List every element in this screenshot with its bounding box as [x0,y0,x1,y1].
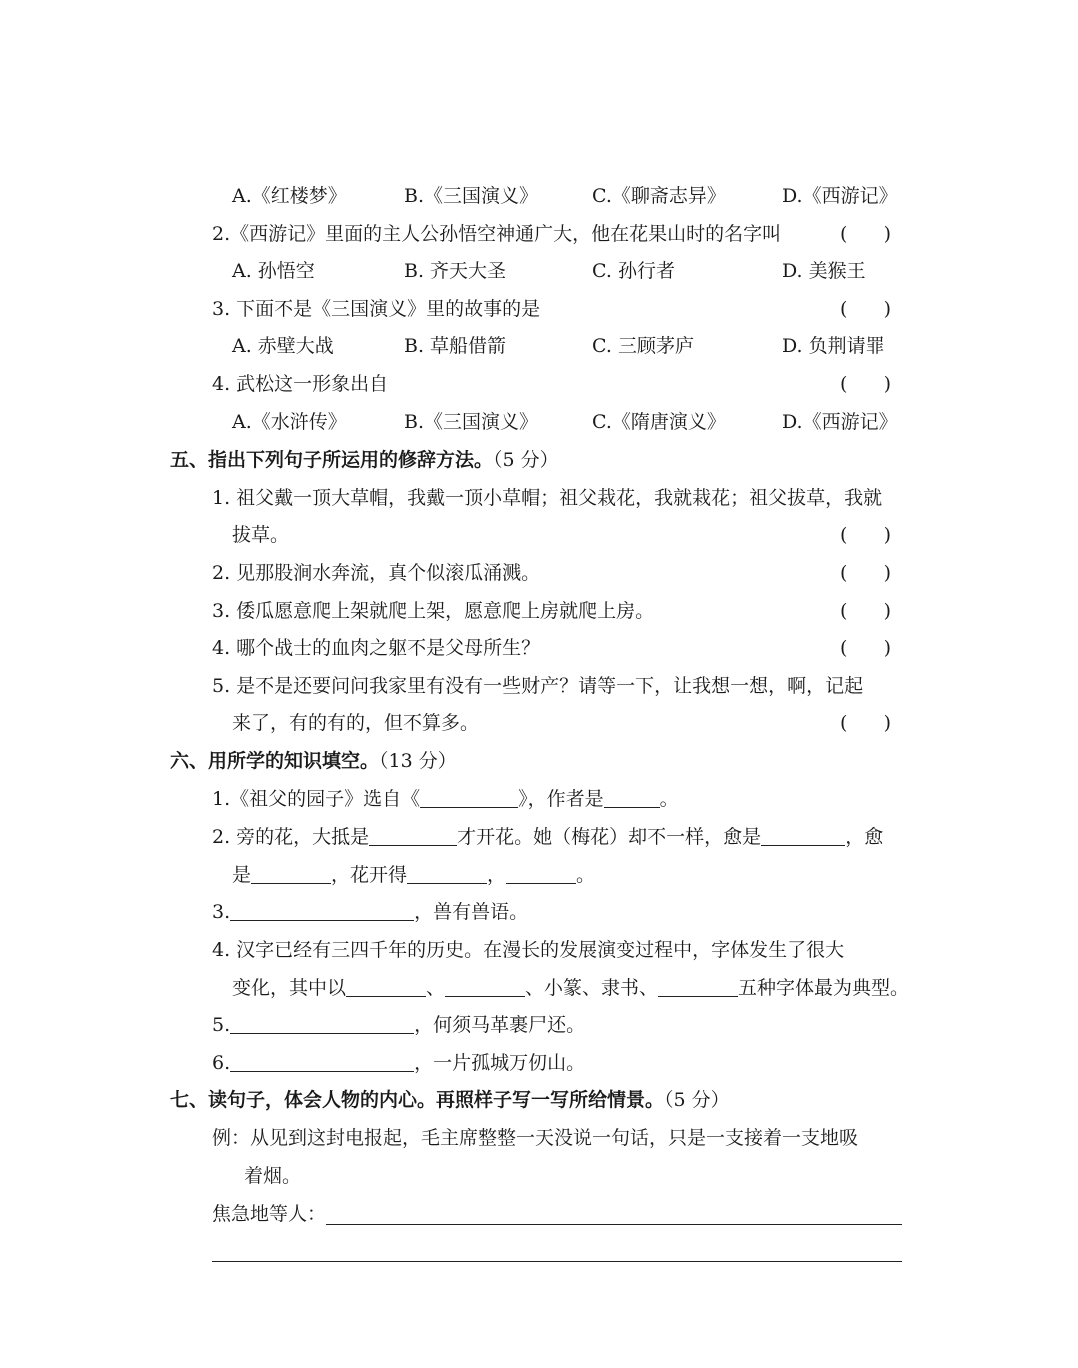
fill-blank[interactable] [230,1013,414,1034]
fill-blank[interactable] [658,976,738,997]
section-5-title: 五、指出下列句子所运用的修辞方法。（5 分） [170,449,559,471]
q4-option-a: A.《水浒传》 [232,411,347,433]
fill-blank[interactable] [346,976,426,997]
answer-paren: ( ) [840,600,892,622]
question-2: 2.《西游记》里面的主人公孙悟空神通广大，他在花果山时的名字叫 [212,223,782,245]
question-3: 3. 下面不是《三国演义》里的故事的是 [212,298,541,320]
fill-blank[interactable] [506,863,576,884]
q4-option-b: B.《三国演义》 [404,411,539,433]
q4-option-d: D.《西游记》 [782,411,898,433]
s5-item-4: 4. 哪个战士的血肉之躯不是父母所生？ [212,637,541,659]
writing-line[interactable] [326,1224,902,1225]
answer-paren: ( ) [840,712,892,734]
answer-paren: ( ) [840,637,892,659]
answer-paren: ( ) [840,524,892,546]
q3-option-d: D. 负荆请罪 [782,335,885,357]
q4-option-c: C.《隋唐演义》 [592,411,726,433]
q2-option-d: D. 美猴王 [782,260,866,282]
s5-item-1: 1. 祖父戴一顶大草帽，我戴一顶小草帽；祖父栽花，我就栽花；祖父拔草，我就 [212,487,883,509]
s7-example-cont: 着烟。 [244,1165,302,1187]
question-4: 4. 武松这一形象出自 [212,373,389,395]
fill-blank[interactable] [230,900,414,921]
s5-item-5-cont: 来了，有的有的，但不算多。 [232,712,480,734]
fill-blank[interactable] [251,863,331,884]
fill-blank[interactable] [407,863,487,884]
answer-paren: ( ) [840,562,892,584]
section-5-score: （5 分） [493,449,559,471]
fill-blank[interactable] [445,976,525,997]
answer-paren: ( ) [840,298,892,320]
s6-item-4-cont: 变化，其中以 、 、小篆、隶书、 五种字体最为典型。 [232,977,910,999]
s7-example: 例：从见到这封电报起，毛主席整整一天没说一句话，只是一支接着一支地吸 [212,1127,859,1149]
s6-item-6: 6. ，一片孤城万仞山。 [212,1052,586,1074]
q1-option-a: A.《红楼梦》 [232,185,347,207]
fill-blank[interactable] [604,787,660,808]
section-6-title: 六、用所学的知识填空。（13 分） [170,750,457,772]
q2-option-c: C. 孙行者 [592,260,675,282]
fill-blank[interactable] [230,1051,414,1072]
answer-paren: ( ) [840,373,892,395]
fill-blank[interactable] [369,825,457,846]
s6-item-1: 1.《祖父的园子》选自《 》，作者是 。 [212,788,679,810]
section-7-title: 七、读句子，体会人物的内心。再照样子写一写所给情景。（5 分） [170,1089,730,1111]
fill-blank[interactable] [420,787,518,808]
s6-item-4: 4. 汉字已经有三四千年的历史。在漫长的发展演变过程中，字体发生了很大 [212,939,845,961]
s5-item-2: 2. 见那股涧水奔流，真个似滚瓜涌溅。 [212,562,541,584]
s5-item-3: 3. 倭瓜愿意爬上架就爬上架，愿意爬上房就爬上房。 [212,600,655,622]
fill-blank[interactable] [761,825,845,846]
q1-option-d: D.《西游记》 [782,185,898,207]
section-6-score: （13 分） [379,750,457,772]
q3-option-c: C. 三顾茅庐 [592,335,694,357]
s6-item-3: 3. ，兽有兽语。 [212,901,529,923]
writing-line[interactable] [212,1261,902,1262]
answer-paren: ( ) [840,223,892,245]
q3-option-a: A. 赤壁大战 [232,335,334,357]
s6-item-2: 2. 旁的花，大抵是 才开花。她（梅花）却不一样，愈是 ，愈 [212,826,884,848]
s5-item-5: 5. 是不是还要问问我家里有没有一些财产？请等一下，让我想一想，啊，记起 [212,675,864,697]
q2-option-b: B. 齐天大圣 [404,260,507,282]
s6-item-2-cont: 是 ，花开得 ， 。 [232,864,596,886]
q1-option-b: B.《三国演义》 [404,185,539,207]
s7-prompt: 焦急地等人： [212,1203,327,1225]
q3-option-b: B. 草船借箭 [404,335,507,357]
s6-item-5: 5. ，何须马革裹尸还。 [212,1014,586,1036]
s5-item-1-cont: 拔草。 [232,524,290,546]
q1-option-c: C.《聊斋志异》 [592,185,726,207]
q2-option-a: A. 孙悟空 [232,260,315,282]
section-7-score: （5 分） [664,1089,730,1111]
